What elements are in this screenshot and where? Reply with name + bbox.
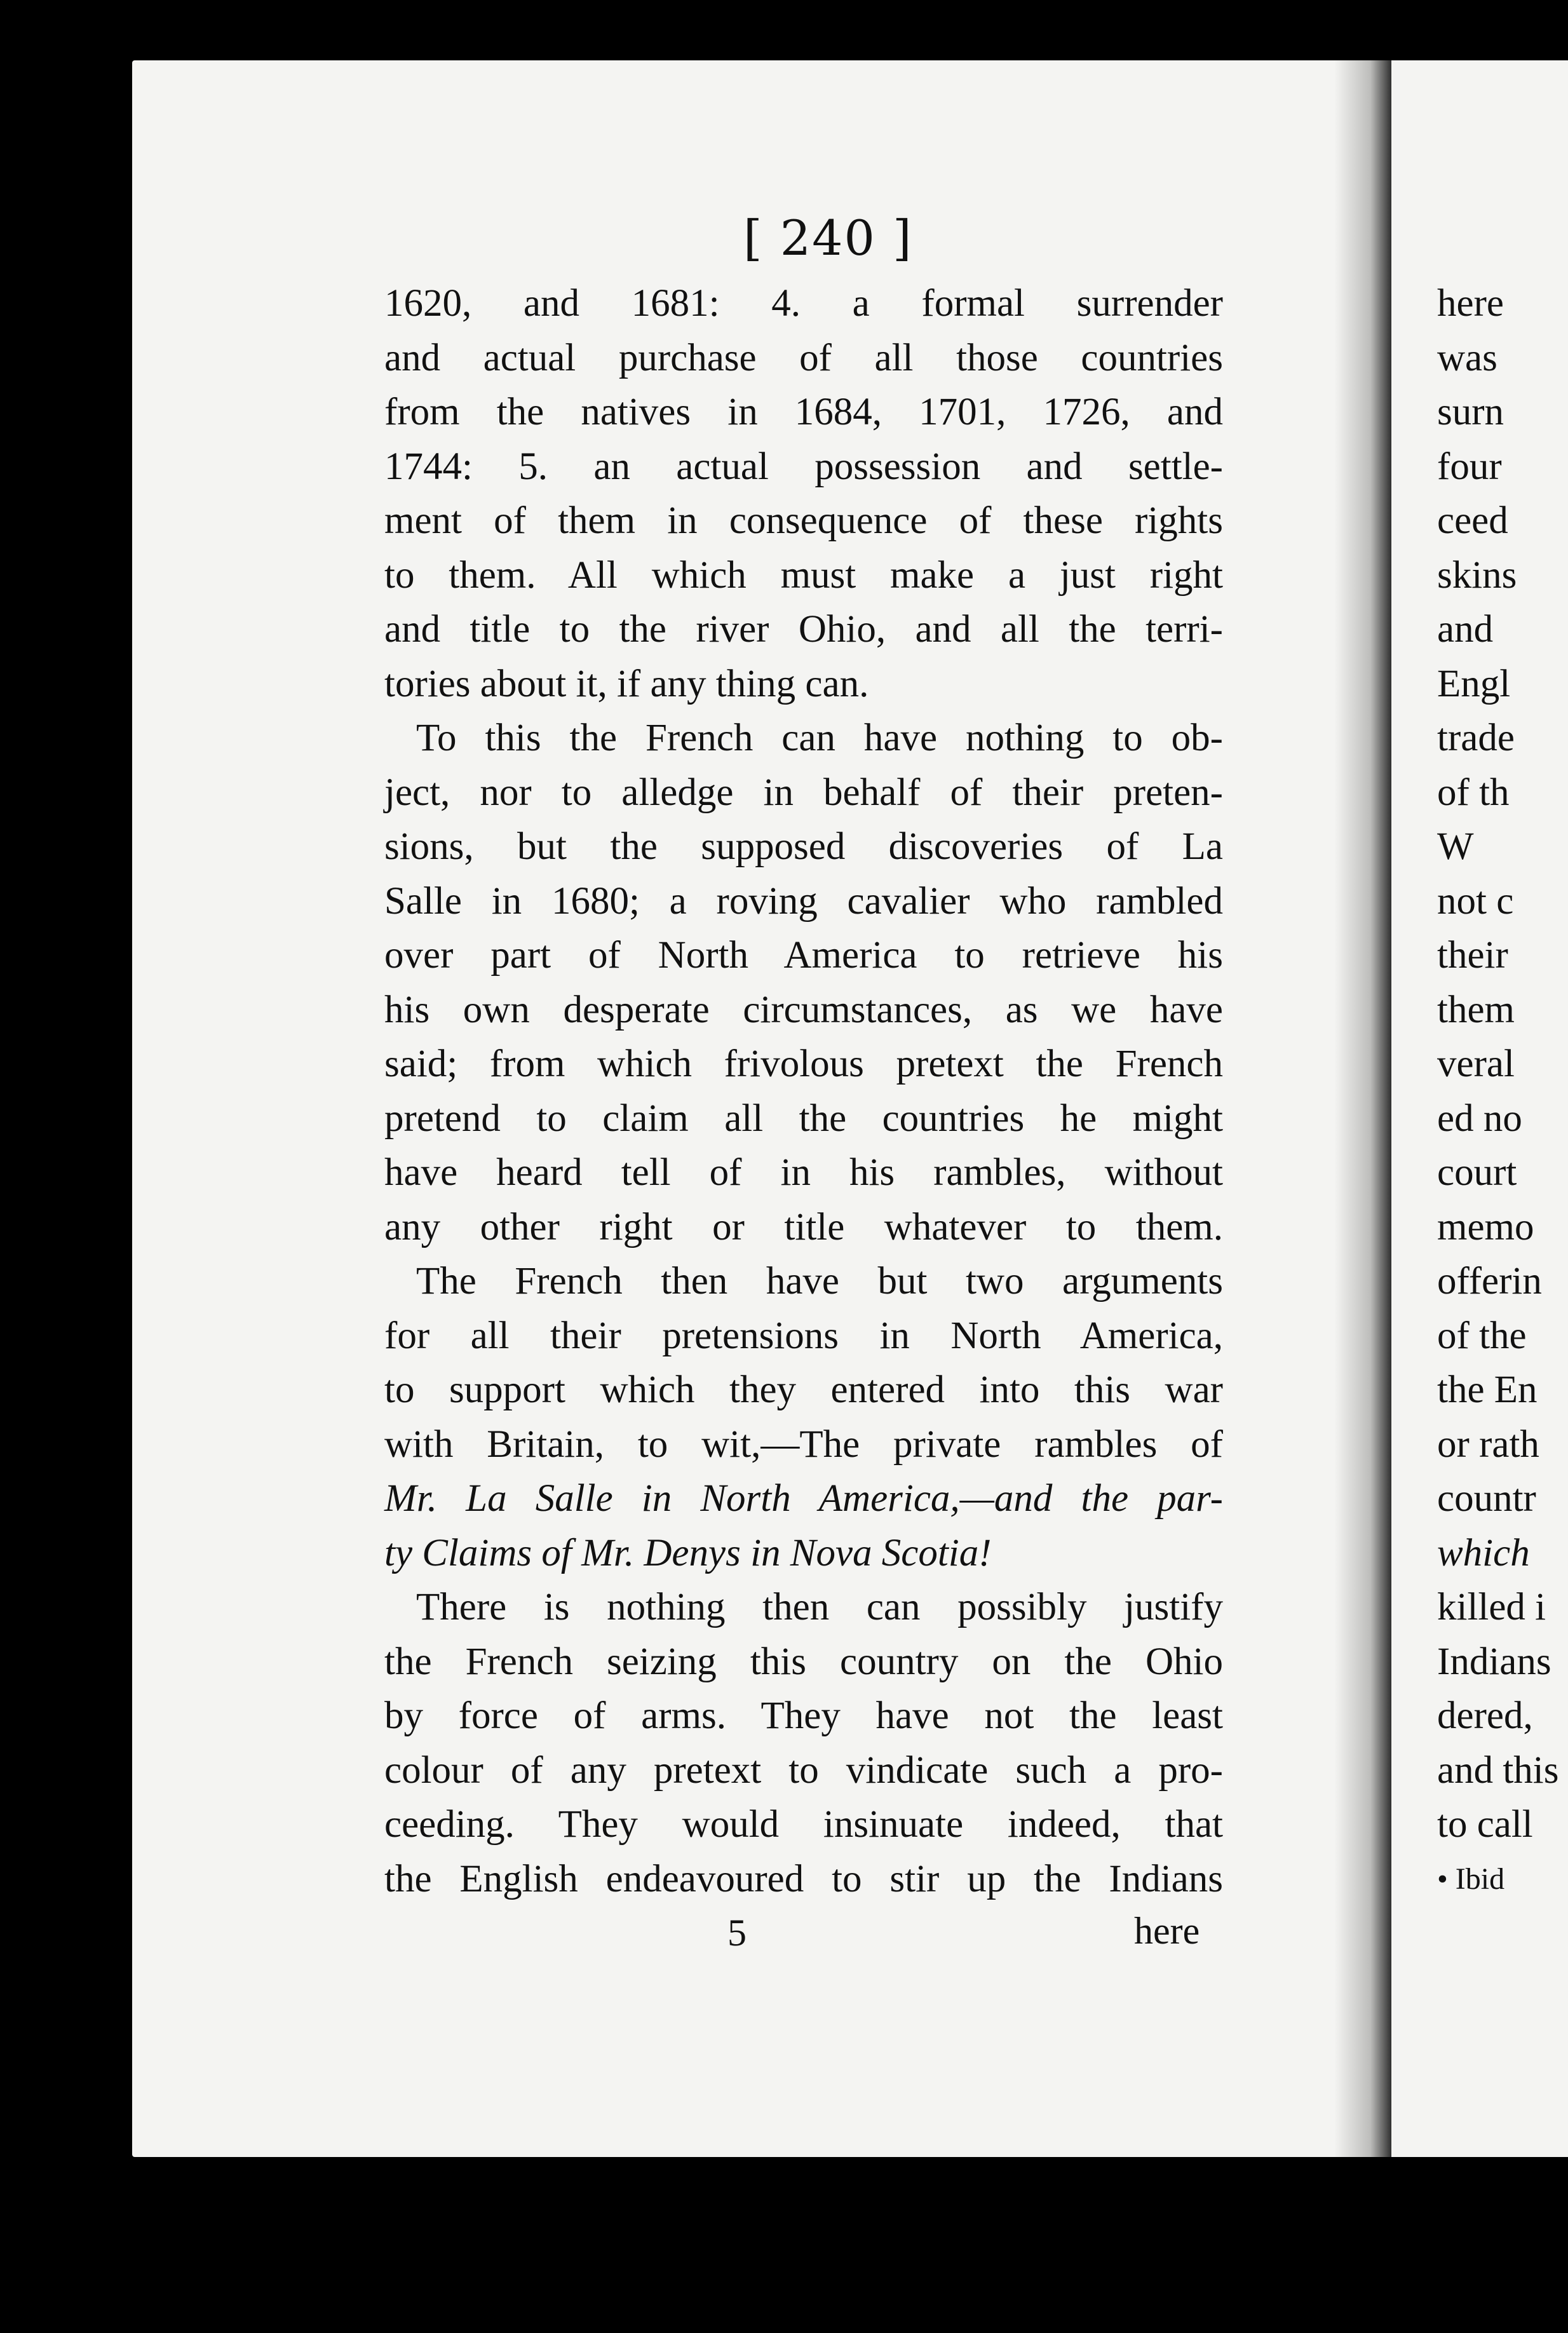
facing-line: ed no [1437,1097,1522,1140]
facing-line: the En [1437,1369,1538,1411]
facing-line: of th [1437,771,1510,814]
facing-line: • Ibid [1437,1862,1505,1896]
text-line: 1620, and 1681: 4. a formal surrender [384,282,1223,325]
facing-line: and [1437,608,1494,651]
text-line: There is nothing then can possibly justify [416,1586,1223,1628]
text-line: for all their pretensions in North America, [384,1314,1223,1357]
facing-line: court [1437,1151,1517,1194]
text-line: over part of North America to retrieve his [384,934,1223,977]
facing-line: trade [1437,717,1515,759]
text-line: and actual purchase of all those countries [384,336,1223,379]
text-line: The French then have but two arguments [416,1260,1223,1302]
text-line: ject, nor to alledge in behalf of their preten- [384,771,1223,814]
text-line: with Britain, to wit,—The private rambles of [384,1423,1223,1466]
facing-page-text [1437,276,1568,1906]
text-line: ceeding. They would insinuate indeed, that [384,1803,1223,1846]
signature-mark: 5 [727,1912,747,1954]
text-line: and title to the river Ohio, and all the terri- [384,608,1223,651]
facing-line: ceed [1437,499,1508,542]
facing-line: memo [1437,1205,1534,1248]
facing-line: Engl [1437,662,1511,705]
facing-line: was [1437,336,1497,379]
catchword: here [1134,1910,1200,1952]
text-line: colour of any pretext to vindicate such a pro- [384,1748,1223,1792]
facing-line: offerin [1437,1260,1542,1302]
facing-line: veral [1437,1043,1515,1085]
text-line: To this the French can have nothing to ob- [416,717,1223,759]
facing-line: Indians [1437,1640,1551,1683]
text-line: said; from which frivolous pretext the French [384,1043,1223,1085]
facing-line: to call [1437,1803,1533,1846]
text-line: ment of them in consequence of these rights [384,499,1223,542]
text-line: 1744: 5. an actual possession and settle- [384,445,1223,488]
text-line: have heard tell of in his rambles, without [384,1151,1223,1194]
facing-line: killed i [1437,1586,1546,1628]
text-line: the French seizing this country on the Ohio [384,1640,1223,1683]
facing-line: which [1437,1531,1530,1574]
facing-line: their [1437,934,1508,977]
text-line: ty Claims of Mr. Denys in Nova Scotia! [384,1531,992,1574]
text-line: to them. All which must make a just right [384,553,1223,597]
text-line: Salle in 1680; a roving cavalier who rambled [384,879,1223,923]
facing-line: them [1437,988,1515,1031]
text-line: from the natives in 1684, 1701, 1726, and [384,391,1223,433]
facing-line: skins [1437,553,1517,597]
facing-line: dered, [1437,1694,1533,1737]
text-line: his own desperate circumstances, as we have [384,988,1223,1031]
facing-line: not c [1437,879,1514,923]
text-line: to support which they entered into this war [384,1369,1223,1411]
facing-line: and this [1437,1748,1559,1792]
text-line: sions, but the supposed discoveries of La [384,825,1223,868]
facing-line: surn [1437,391,1504,433]
facing-line: W [1437,825,1474,868]
body-text [384,276,1223,1906]
facing-line: of the [1437,1314,1527,1357]
facing-line: here [1437,282,1504,325]
page-number-header: [ 240 ] [743,210,913,266]
text-line: Mr. La Salle in North America,—and the par- [384,1477,1223,1520]
facing-line: or rath [1437,1423,1539,1466]
gutter-shadow [1334,60,1395,2157]
text-line: any other right or title whatever to them. [384,1205,1223,1248]
facing-line: countr [1437,1477,1536,1520]
text-line: pretend to claim all the countries he might [384,1097,1223,1140]
facing-line: four [1437,445,1502,488]
text-line: by force of arms. They have not the least [384,1694,1223,1737]
text-line: the English endeavoured to stir up the Indians [384,1857,1223,1900]
text-line: tories about it, if any thing can. [384,662,869,705]
